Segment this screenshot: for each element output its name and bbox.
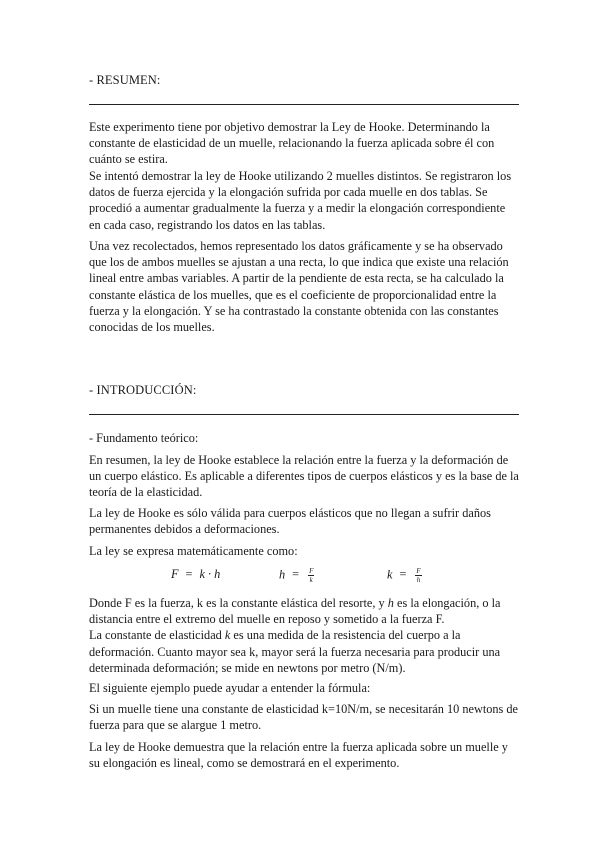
introduccion-divider — [89, 414, 519, 415]
intro-paragraph-1: En resumen, la ley de Hooke establece la relación entre la fuerza y la deformación de un cuerpo elástico. Es aplicable a diferentes tipos de cuerpos elásticos y es la base de la teoría de la elasticidad. — [89, 453, 519, 500]
resumen-heading: - RESUMEN: — [89, 73, 161, 87]
resumen-divider — [89, 104, 519, 105]
intro-paragraph-7: La ley de Hooke demuestra que la relación entre la fuerza aplicada sobre un muelle y su elongación es lineal, como se demostrará en el experimento. — [89, 740, 508, 771]
formula-elongation: h = $\frac{F}{k}$ — [279, 567, 314, 584]
intro-paragraph-5: El siguiente ejemplo puede ayudar a entender la fórmula: — [89, 681, 371, 695]
intro-paragraph-3: La ley se expresa matemáticamente como: — [89, 544, 298, 558]
formula-constant: k = $\frac{F}{h}$ — [387, 567, 421, 584]
introduccion-heading: - INTRODUCCIÓN: — [89, 383, 197, 397]
resumen-paragraph-2: Se intentó demostrar la ley de Hooke utilizando 2 muelles distintos. Se registraron los datos de fuerza ejercida y la elongación sufrida por cada muelle en dos tablas. Se procedió a aumentar gradualmente la fuerza y a medir la elongación correspondiente en cada caso, registrando los datos en las tablas. — [89, 169, 512, 232]
resumen-paragraph-1: Este experimento tiene por objetivo demostrar la Ley de Hooke. Determinando la constante de elasticidad de un muelle, relacionando la fuerza aplicada sobre él con cuánto se estira. — [89, 120, 495, 167]
formula-row — [89, 567, 519, 591]
intro-paragraph-2: La ley de Hooke es sólo válida para cuerpos elásticos que no llegan a sufrir daños permanentes debidos a deformaciones. — [89, 506, 491, 537]
intro-paragraph-6: Si un muelle tiene una constante de elasticidad k=10N/m, se necesitarán 10 newtons de fuerza para que se alargue 1 metro. — [89, 702, 519, 733]
formula-force: F = k · h — [171, 567, 221, 581]
intro-paragraph-4: Donde F es la fuerza, k es la constante elástica del resorte, y h es la elongación, o la distancia entre el extremo del muelle en reposo y sometido a la fuerza F. La constante de elasticidad k es una medida de la resistencia del cuerpo a la deformación. Cuanto mayor sea k, mayor será la fuerza necesaria para producir una determinada deformación; se mide en newtons por metro (N/m). — [89, 596, 501, 675]
resumen-paragraph-3: Una vez recolectados, hemos representado los datos gráficamente y se ha observado que los de ambos muelles se ajustan a una recta, lo que indica que existe una relación lineal entre ambas variables. A partir de la pendiente de esta recta, se ha calculado la constante elástica de los muelles, que es el coeficiente de proporcionalidad entre la fuerza y la elongación. Y se ha contrastado la constante obtenida con las constantes conocidas de los muelles. — [89, 239, 509, 335]
fundamento-subheading: - Fundamento teórico: — [89, 431, 199, 445]
